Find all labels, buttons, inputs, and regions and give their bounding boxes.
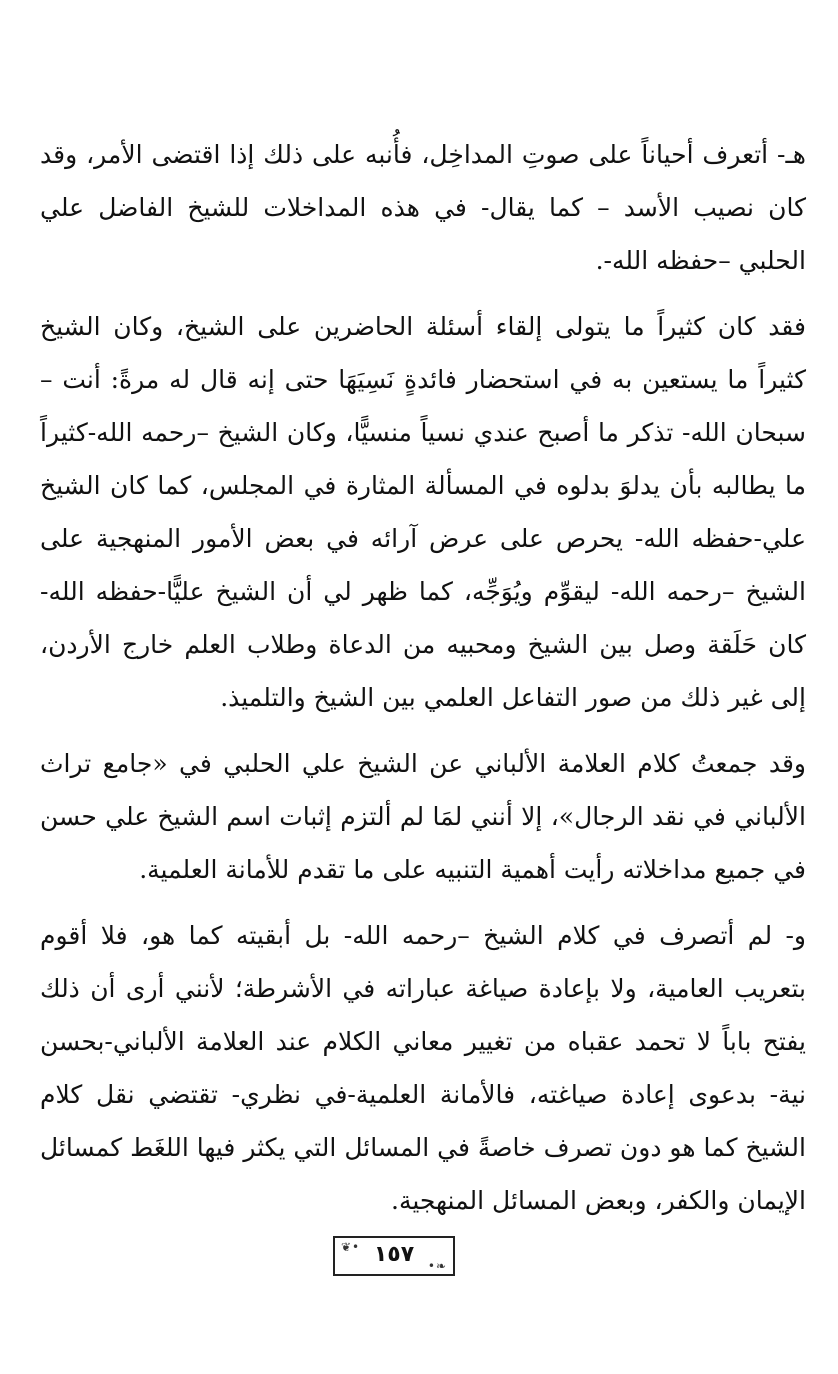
page-number: ١٥٧: [373, 1242, 415, 1267]
paragraph-remark-waw: و- لم أتصرف في كلام الشيخ –رحمه الله- بل أبقيته كما هو، فلا أقوم بتعريب العامية، ولا بإعادة صياغة عباراته في الأشرطة؛ لأنني أرى أن ذلك يفتح باباً لا تحمد عقباه من تغيير معاني الكلام عند العلامة الألباني-بحسن نية- بدعوى إعادة صياغته، فالأمانة العلمية-في نظري- تقتضي نقل كلام الشيخ كما هو دون تصرف خاصةً في المسائل التي يكثر فيها اللغَط كمسائل الإيمان والكفر، وبعض المسائل المنهجية.: [40, 921, 806, 1215]
ornament-top-left-icon: ❦•: [341, 1240, 361, 1254]
paragraph-sheikh-ali: فقد كان كثيراً ما يتولى إلقاء أسئلة الحاضرين على الشيخ، وكان الشيخ كثيراً ما يستعين به في استحضار فائدةٍ نَسِيَهَا حتى إنه قال له مرةً: أنت –سبحان الله- تذكر ما أصبح عندي نسياً منسيًّا، وكان الشيخ –رحمه الله-كثيراً ما يطالبه بأن يدلوَ بدلوه في المسألة المثارة في المجلس، كما كان الشيخ علي-حفظه الله- يحرص على عرض آرائه في بعض الأمور المنهجية على الشيخ –رحمه الله- ليقوِّم ويُوَجِّه، كما ظهر لي أن الشيخ عليًّا-حفظه الله- كان حَلَقة وصل بين الشيخ ومحبيه من الدعاة وطلاب العلم خارج الأردن، إلى غير ذلك من صور التفاعل العلمي بين الشيخ والتلميذ.: [40, 312, 806, 712]
paragraph-remark-he: هـ- أتعرف أحياناً على صوتِ المداخِل، فأُنبه على ذلك إذا اقتضى الأمر، وقد كان نصيب الأسد – كما يقال- في هذه المداخلات للشيخ الفاضل علي الحلبي –حفظه الله-.: [40, 140, 806, 275]
page-number-box: [333, 1236, 455, 1276]
body-text: [40, 128, 806, 1227]
ornament-bottom-right-icon: •❧: [427, 1259, 447, 1273]
paragraph-collection-note: وقد جمعتُ كلام العلامة الألباني عن الشيخ علي الحلبي في «جامع تراث الألباني في نقد الرجال»، إلا أنني لمَا لم ألتزم إثبات اسم الشيخ علي حسن في جميع مداخلاته رأيت أهمية التنبيه على ما تقدم للأمانة العلمية.: [40, 749, 806, 884]
